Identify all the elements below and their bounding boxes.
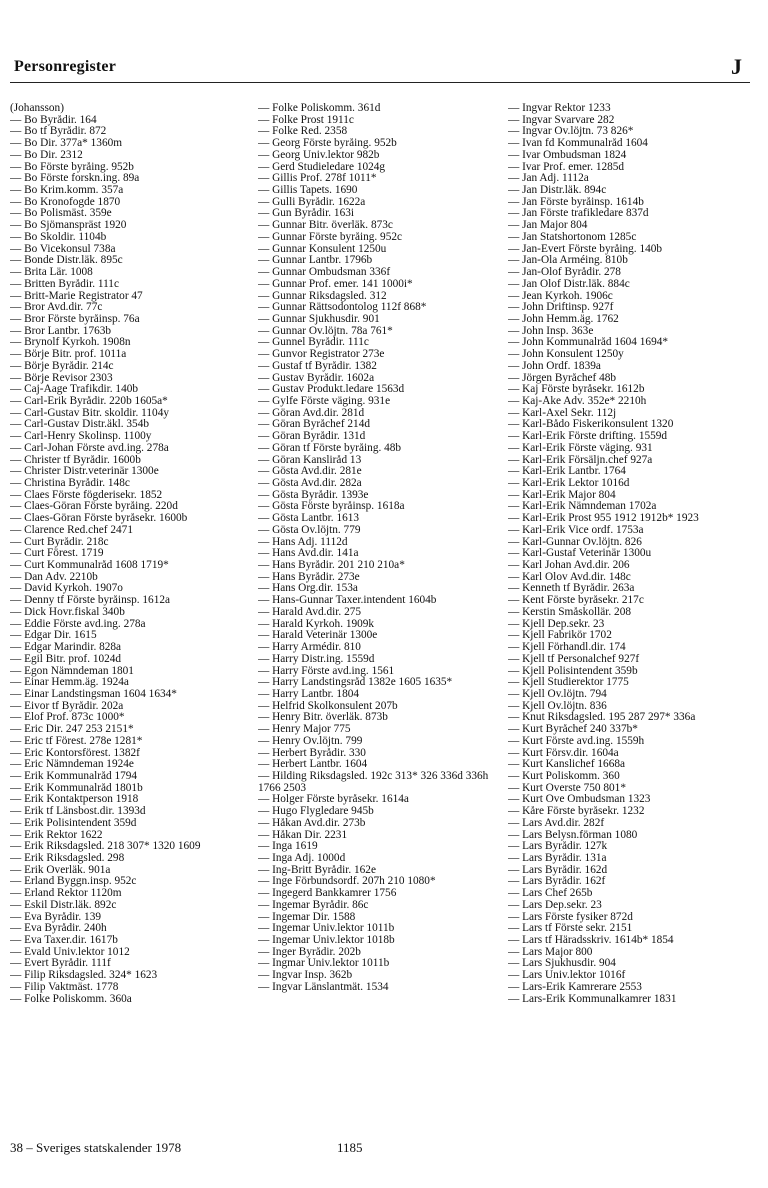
- register-entry: — Hans Org.dir. 153a: [258, 583, 358, 595]
- register-entry: — Harry Lantbr. 1804: [258, 688, 360, 700]
- register-entry: — Ingegerd Bankkamrer 1756: [258, 888, 397, 900]
- register-entry: — Bo Byrådir. 164: [10, 114, 97, 126]
- register-entry: — Britt-Marie Registrator 47: [10, 290, 143, 302]
- register-entry: — Karl-Erik Nämndeman 1702a: [508, 501, 657, 513]
- register-entry: — Hilding Riksdagsled. 192c 313* 326 336d 336h 1766 2503: [258, 770, 489, 794]
- register-entry: — Filip Riksdagsled. 324* 1623: [10, 970, 158, 982]
- register-entry: — Lars Major 800: [508, 946, 593, 958]
- register-entry: — Kurt Förste avd.ing. 1559h: [508, 735, 645, 747]
- register-entry: — Bo Vicekonsul 738a: [10, 243, 116, 255]
- register-entry: — Jan-Ola Arméing. 810b: [508, 255, 628, 267]
- register-entry: — Herbert Lantbr. 1604: [258, 759, 368, 771]
- register-column-1: [10, 103, 260, 1005]
- register-entry: — Eivor tf Byrådir. 202a: [10, 700, 124, 712]
- register-entry: — Kurt Byråchef 240 337b*: [508, 724, 638, 736]
- register-entry: — John Insp. 363e: [508, 325, 594, 337]
- register-entry: — Jan Förste byråinsp. 1614b: [508, 196, 644, 208]
- register-entry: — Ing-Britt Byrådir. 162e: [258, 864, 376, 876]
- register-entry: — Hans Adj. 1112d: [258, 536, 348, 548]
- register-entry: — Dick Hovr.fiskal 340b: [10, 606, 125, 618]
- register-entry: — Elof Prof. 873c 1000*: [10, 712, 125, 724]
- register-entry: — Eric Dir. 247 253 2151*: [10, 724, 134, 736]
- register-entry: — Gunnar Sjukhusdir. 901: [258, 313, 380, 325]
- register-entry: — Jan-Olof Byrådir. 278: [508, 267, 621, 279]
- register-column-3: [508, 103, 760, 1005]
- register-entry: — Knut Riksdagsled. 195 287 297* 336a: [508, 712, 696, 724]
- register-entry: — Karl-Erik Lektor 1016d: [508, 478, 630, 489]
- register-entry: — Jan Förste trafikledare 837d: [508, 208, 649, 220]
- register-entry: — Britten Byrådir. 111c: [10, 278, 119, 290]
- register-entry: — Göran Kansliråd 13: [258, 454, 362, 466]
- register-entry: — Gunnar Bitr. överläk. 873c: [258, 220, 393, 232]
- register-entry: — Kjell Fabrikör 1702: [508, 630, 612, 642]
- register-entry: — Kjell Polisintendent 359b: [508, 665, 638, 677]
- register-entry: — Caj-Aage Trafikdir. 140b: [10, 384, 139, 396]
- register-entry: — Jan Statshortonom 1285c: [508, 231, 637, 243]
- register-entry: — Gulli Byrådir. 1622a: [258, 196, 366, 208]
- register-entry: — Göran Byråchef 214d: [258, 419, 370, 431]
- register-entry: — Lars Byrådir. 162d: [508, 864, 608, 876]
- register-entry: — Jörgen Byråchef 48b: [508, 372, 617, 384]
- register-entry: — Erik Kommunalråd 1794: [10, 770, 138, 782]
- register-entry: — Ingemar Byrådir. 86c: [258, 899, 369, 911]
- register-entry: — Karl Johan Avd.dir. 206: [508, 560, 630, 572]
- register-entry: — Karl Olov Avd.dir. 148c: [508, 571, 631, 583]
- register-entry: — Claes-Göran Förste byråsekr. 1600b: [10, 513, 188, 525]
- register-entry: — Erik Riksdagsled. 298: [10, 853, 125, 864]
- register-entry: — Georg Förste byråing. 952b: [258, 138, 397, 150]
- register-entry: — Henry Bitr. överläk. 873b: [258, 712, 388, 724]
- register-entry: — Brita Lär. 1008: [10, 267, 93, 279]
- register-entry: — Gunnar Rättsodontolog 112f 868*: [258, 302, 427, 314]
- register-entry: — Lars Chef 265b: [508, 888, 593, 900]
- register-entry: — Dan Adv. 2210b: [10, 571, 98, 583]
- register-entry: — Gunnar Förste byråing. 952c: [258, 231, 403, 243]
- register-entry: — Lars Byrådir. 162f: [508, 876, 606, 888]
- register-entry: — Lars Förste fysiker 872d: [508, 911, 633, 923]
- register-entry: — Ingvar Svarvare 282: [508, 114, 615, 126]
- footer-publication: 38 – Sveriges statskalender 1978: [10, 1140, 182, 1155]
- register-entry: — Kjell Studierektor 1775: [508, 677, 629, 689]
- register-entry: — Edgar Dir. 1615: [10, 630, 97, 642]
- register-entry: — David Kyrkoh. 1907o: [10, 583, 123, 595]
- register-entry: — Folke Poliskomm. 360a: [10, 993, 132, 1005]
- register-entry: — Ingvar Rektor 1233: [508, 103, 611, 114]
- register-entry: — Eddie Förste avd.ing. 278a: [10, 618, 146, 630]
- register-entry: — Kjell Förhandl.dir. 174: [508, 642, 626, 654]
- register-entry: — Gunnel Byrådir. 111c: [258, 337, 369, 349]
- register-entry: — Karl-Erik Lantbr. 1764: [508, 466, 626, 478]
- register-entry: — Egil Bitr. prof. 1024d: [10, 653, 122, 665]
- register-entry: — Bo Polismäst. 359e: [10, 208, 112, 220]
- register-entry: — Lars Univ.lektor 1016f: [508, 970, 626, 982]
- register-entry: — Ingemar Univ.lektor 1011b: [258, 923, 395, 935]
- register-entry: — Erland Byggn.insp. 952c: [10, 876, 137, 888]
- register-entry: — Curt Byrådir. 218c: [10, 536, 109, 548]
- register-entry: — Bror Förste byråinsp. 76a: [10, 313, 140, 325]
- register-entry: — Erik Kommunalråd 1801b: [10, 782, 143, 794]
- register-entry: — Bo Förste byråing. 952b: [10, 161, 134, 173]
- register-entry: — Göran tf Förste byråing. 48b: [258, 442, 402, 454]
- register-entry: — Carl-Johan Förste avd.ing. 278a: [10, 442, 169, 454]
- register-entry: — Erik Polisintendent 359d: [10, 817, 137, 829]
- register-entry: — Gustav Byrådir. 1602a: [258, 372, 375, 384]
- register-entry: — Harry Landstingsråd 1382e 1605 1635*: [258, 677, 453, 689]
- register-entry: — Bo Dir. 2312: [10, 149, 83, 161]
- register-entry: — Carl-Gustav Distr.äkl. 354b: [10, 419, 149, 431]
- page-number: 1185: [337, 1140, 363, 1155]
- register-entry: — Kurt Försv.dir. 1604a: [508, 747, 619, 759]
- register-entry: — Bo Skoldir. 1104b: [10, 231, 107, 243]
- register-entry: — Lars-Erik Kamrerare 2553: [508, 981, 642, 993]
- register-entry: — Eva Byrådir. 240h: [10, 923, 107, 935]
- register-entry: — Einar Landstingsman 1604 1634*: [10, 688, 177, 700]
- register-entry: — Kjell tf Personalchef 927f: [508, 653, 640, 665]
- register-entry: — Herbert Byrådir. 330: [258, 747, 366, 759]
- register-entry: — John Hemm.äg. 1762: [508, 313, 619, 325]
- register-entry: — Eric tf Förest. 278e 1281*: [10, 735, 143, 747]
- register-entry: — Lars Dep.sekr. 23: [508, 899, 602, 911]
- register-entry: — Lars Avd.dir. 282f: [508, 817, 605, 829]
- register-entry: — Gunvor Registrator 273e: [258, 349, 385, 361]
- register-entry: — Gunnar Ombudsman 336f: [258, 267, 391, 279]
- register-entry: — Gösta Avd.dir. 281e: [258, 466, 362, 478]
- register-entry: — Bo Kronofogde 1870: [10, 196, 121, 208]
- register-entry: — Kurt Överste 750 801*: [508, 782, 626, 794]
- register-entry: — Kjell Dep.sekr. 23: [508, 618, 605, 630]
- register-entry: — Karl-Axel Sekr. 112j: [508, 407, 617, 419]
- register-entry: — Jan Adj. 1112a: [508, 173, 589, 185]
- register-entry: — Bo Krim.komm. 357a: [10, 185, 124, 197]
- register-entry: — Ingemar Dir. 1588: [258, 911, 356, 923]
- register-entry: — Harry Distr.ing. 1559d: [258, 653, 375, 665]
- register-entry: — Claes-Göran Förste byråing. 220d: [10, 501, 178, 513]
- register-entry: — John Driftinsp. 927f: [508, 302, 614, 314]
- register-entry: — Karl-Gunnar Öv.löjtn. 826: [508, 536, 642, 548]
- register-entry: — Kaj Förste byråsekr. 1612b: [508, 384, 645, 396]
- register-entry: — Inge Förbundsordf. 207h 210 1080*: [258, 876, 436, 888]
- register-entry: — Hans Byrådir. 201 210 210a*: [258, 560, 405, 572]
- register-entry: — Gunnar Konsulent 1250u: [258, 243, 387, 255]
- register-entry: — Kaj-Åke Adv. 352e* 2210h: [508, 395, 647, 407]
- register-entry: — Gylfe Förste väging. 931e: [258, 395, 391, 407]
- register-entry: — Bo tf Byrådir. 872: [10, 126, 107, 138]
- register-entry: — Gillis Prof. 278f 1011*: [258, 173, 377, 185]
- register-entry: — Gunnar Prof. emer. 141 1000i*: [258, 278, 413, 290]
- register-entry: — Jan-Evert Förste byråing. 140b: [508, 243, 663, 255]
- register-entry: — Carl-Gustav Bitr. skoldir. 1104y: [10, 407, 169, 419]
- register-entry: — Christina Byrådir. 148c: [10, 478, 130, 489]
- register-entry: — Ingvar Öv.löjtn. 73 826*: [508, 126, 634, 138]
- register-entry: — Eva Byrådir. 139: [10, 911, 101, 923]
- register-entry: — Håkan Avd.dir. 273b: [258, 817, 366, 829]
- register-entry: — Gustav Produkt.ledare 1563d: [258, 384, 405, 396]
- register-entry: — Erik Riksdagsled. 218 307* 1320 1609: [10, 841, 201, 853]
- register-entry: — Ivan fd Kommunalråd 1604: [508, 138, 648, 150]
- register-entry: — Ivar Ombudsman 1824: [508, 149, 627, 161]
- register-entry: — Lars Byrådir. 127k: [508, 841, 608, 853]
- register-entry: — Lars Byrådir. 131a: [508, 853, 607, 864]
- register-entry: — Helfrid Skolkonsulent 207b: [258, 700, 398, 712]
- register-entry: — Gösta Förste byråinsp. 1618a: [258, 501, 405, 513]
- register-entry: — Lars tf Förste sekr. 2151: [508, 923, 633, 935]
- page-title: Personregister: [14, 58, 117, 75]
- register-entry: — Ingmar Univ.lektor 1011b: [258, 958, 390, 970]
- register-entry: — Filip Vaktmäst. 1778: [10, 981, 119, 993]
- register-entry: — Lars Sjukhusdir. 904: [508, 958, 616, 970]
- register-entry: — Kurt Poliskomm. 360: [508, 770, 620, 782]
- register-entry: — Gunnar Lantbr. 1796b: [258, 255, 373, 267]
- register-entry: — Eric Nämndeman 1924e: [10, 759, 134, 771]
- register-entry: — Henry Major 775: [258, 724, 351, 736]
- register-entry: — Jan Olof Distr.läk. 884c: [508, 278, 630, 290]
- register-entry: — Eskil Distr.läk. 892c: [10, 899, 117, 911]
- register-column-2: [258, 103, 508, 994]
- register-entry: — Eric Kontorsförest. 1382f: [10, 747, 140, 759]
- register-entry: — Ingvar Insp. 362b: [258, 970, 353, 982]
- register-entry: — Karl-Erik Förste drifting. 1559d: [508, 431, 668, 443]
- register-entry: — Gösta Lantbr. 1613: [258, 513, 360, 525]
- register-entry: — Henry Öv.löjtn. 799: [258, 735, 363, 747]
- register-entry: — John Kommunalråd 1604 1694*: [508, 337, 669, 349]
- register-entry: — Lars tf Häradsskriv. 1614b* 1854: [508, 935, 674, 947]
- register-entry: — Kjell Öv.löjtn. 794: [508, 688, 607, 700]
- register-entry: — Gösta Öv.löjtn. 779: [258, 524, 361, 536]
- register-entry: — Håkan Dir. 2231: [258, 829, 348, 841]
- register-entry: — Lars Belysn.förman 1080: [508, 829, 638, 841]
- register-entry: — Gösta Avd.dir. 282a: [258, 478, 362, 489]
- register-entry: — Bo Dir. 377a* 1360m: [10, 138, 123, 150]
- register-entry: — Karl-Erik Vice ordf. 1753a: [508, 524, 644, 536]
- register-entry: — Kurt Kanslichef 1668a: [508, 759, 626, 771]
- register-entry: — Börje Byrådir. 214c: [10, 360, 114, 372]
- register-entry: — Christer tf Byrådir. 1600b: [10, 454, 141, 466]
- register-entry: — Hugo Flygledare 945b: [258, 806, 374, 818]
- register-entry: — Börje Bitr. prof. 1011a: [10, 349, 127, 361]
- register-entry: (Johansson): [10, 103, 64, 114]
- register-entry: — Erik Rektor 1622: [10, 829, 103, 841]
- register-entry: — Harald Kyrkoh. 1909k: [258, 618, 375, 630]
- register-entry: — Gun Byrådir. 163i: [258, 208, 355, 220]
- register-entry: — Curt Kommunalråd 1608 1719*: [10, 560, 169, 572]
- register-entry: — Karl-Gustaf Veterinär 1300u: [508, 548, 652, 560]
- register-entry: — Kent Förste byråsekr. 217c: [508, 595, 644, 607]
- register-entry: — John Ordf. 1839a: [508, 360, 601, 372]
- register-entry: — Gillis Tapets. 1690: [258, 185, 358, 197]
- register-entry: — Gösta Byrådir. 1393e: [258, 489, 369, 501]
- register-entry: — Evert Byrådir. 111f: [10, 958, 111, 970]
- register-entry: — Börje Revisor 2303: [10, 372, 113, 384]
- register-entry: — Ivar Prof. emer. 1285d: [508, 161, 625, 173]
- register-entry: — Hans Avd.dir. 141a: [258, 548, 359, 560]
- register-entry: — Bo Förste forskn.ing. 89a: [10, 173, 140, 185]
- register-entry: — Edgar Marindir. 828a: [10, 642, 122, 654]
- register-entry: — Erik Kontaktperson 1918: [10, 794, 139, 806]
- register-entry: — Ingvar Länslantmät. 1534: [258, 981, 389, 993]
- register-entry: — Jean Kyrkoh. 1906c: [508, 290, 613, 302]
- register-entry: — Holger Förste byråsekr. 1614a: [258, 794, 409, 806]
- register-entry: — Lars-Erik Kommunalkamrer 1831: [508, 993, 677, 1005]
- register-entry: — Kurt Ove Ombudsman 1323: [508, 794, 651, 806]
- register-entry: — Karl-Erik Förste väging. 931: [508, 442, 653, 454]
- register-entry: — Bror Avd.dir. 77c: [10, 302, 103, 314]
- register-entry: — Karl-Bådo Fiskerikonsulent 1320: [508, 419, 674, 431]
- register-entry: — Carl-Henry Skolinsp. 1100y: [10, 431, 152, 443]
- register-entry: — Karl-Erik Prost 955 1912 1912b* 1923: [508, 513, 699, 525]
- register-entry: — Karl-Erik Major 804: [508, 489, 616, 501]
- register-entry: — Clarence Red.chef 2471: [10, 524, 133, 536]
- section-letter: J: [731, 54, 742, 79]
- header-rule: [10, 82, 750, 83]
- register-entry: — Gustaf tf Byrådir. 1382: [258, 360, 377, 372]
- register-entry: — Christer Distr.veterinär 1300e: [10, 466, 159, 478]
- register-entry: — Inger Byrådir. 202b: [258, 946, 361, 958]
- register-entry: — Carl-Erik Byrådir. 220b 1605a*: [10, 395, 168, 407]
- register-entry: — Harald Avd.dir. 275: [258, 606, 362, 618]
- register-entry: — Gunnar Riksdagsled. 312: [258, 290, 387, 302]
- register-entry: — Folke Poliskomm. 361d: [258, 103, 381, 114]
- register-entry: — Kerstin Småskollär. 208: [508, 606, 632, 618]
- register-entry: — Bonde Distr.läk. 895c: [10, 255, 123, 267]
- register-entry: — Bror Lantbr. 1763b: [10, 325, 112, 337]
- register-entry: — Karl-Erik Försäljn.chef 927a: [508, 454, 653, 466]
- register-entry: — Bo Sjömanspräst 1920: [10, 220, 127, 232]
- register-entry: — John Konsulent 1250y: [508, 349, 624, 361]
- register-entry: — Harald Veterinär 1300e: [258, 630, 378, 642]
- register-entry: — Harry Armédir. 810: [258, 642, 361, 654]
- register-entry: — Claes Förste fögderisekr. 1852: [10, 489, 163, 501]
- register-entry: — Egon Nämndeman 1801: [10, 665, 134, 677]
- register-entry: — Gunnar Öv.löjtn. 78a 761*: [258, 325, 393, 337]
- register-entry: — Eva Taxer.dir. 1617b: [10, 935, 118, 947]
- register-entry: — Ingemar Univ.lektor 1018b: [258, 935, 395, 947]
- register-entry: — Inga 1619: [258, 841, 318, 853]
- register-entry: — Evald Univ.lektor 1012: [10, 946, 130, 958]
- register-entry: — Kenneth tf Byrådir. 263a: [508, 583, 635, 595]
- register-entry: — Erland Rektor 1120m: [10, 888, 122, 900]
- register-entry: — Curt Förest. 1719: [10, 548, 104, 560]
- register-entry: — Göran Byrådir. 131d: [258, 431, 366, 443]
- register-entry: — Georg Univ.lektor 982b: [258, 149, 380, 161]
- register-entry: — Denny tf Förste byråinsp. 1612a: [10, 595, 171, 607]
- register-entry: — Jan Major 804: [508, 220, 588, 232]
- register-entry: — Jan Distr.läk. 894c: [508, 185, 607, 197]
- register-entry: — Folke Prost 1911c: [258, 114, 354, 126]
- register-entry: — Brynolf Kyrkoh. 1908n: [10, 337, 131, 349]
- register-entry: — Gerd Studieledare 1024g: [258, 161, 386, 173]
- register-entry: — Einar Hemm.äg. 1924a: [10, 677, 129, 689]
- register-entry: — Erik tf Länsbost.dir. 1393d: [10, 806, 146, 818]
- register-entry: — Hans Byrådir. 273e: [258, 571, 360, 583]
- register-entry: — Harry Förste avd.ing. 1561: [258, 665, 395, 677]
- register-entry: — Inga Adj. 1000d: [258, 853, 346, 864]
- register-entry: — Göran Avd.dir. 281d: [258, 407, 365, 419]
- register-entry: — Erik Överläk. 901a: [10, 864, 111, 876]
- register-entry: — Folke Red. 2358: [258, 126, 348, 138]
- register-entry: — Kåre Förste byråsekr. 1232: [508, 806, 645, 818]
- register-entry: — Hans-Gunnar Taxer.intendent 1604b: [258, 595, 437, 607]
- register-entry: — Kjell Öv.löjtn. 836: [508, 700, 607, 712]
